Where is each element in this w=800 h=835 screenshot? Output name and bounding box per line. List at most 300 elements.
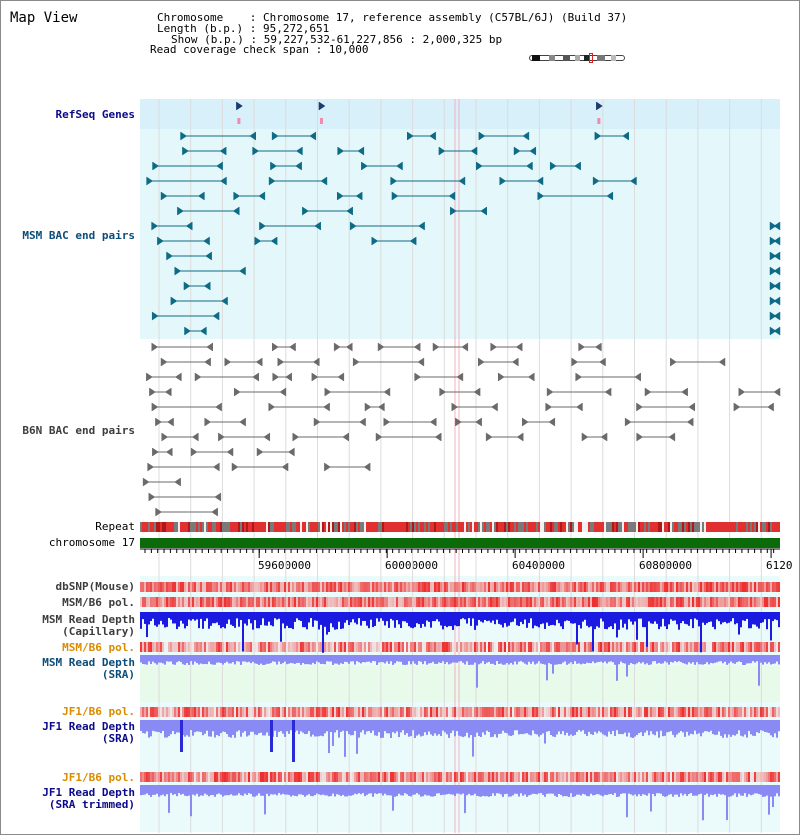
snp-density-cell <box>224 772 226 782</box>
msm-depth-sra-label[interactable]: MSM Read Depth <box>42 656 135 669</box>
snp-density-cell <box>298 772 300 782</box>
snp-density-cell <box>450 597 452 607</box>
read-depth-bar <box>582 720 584 730</box>
snp-density-cell <box>584 772 586 782</box>
repeat-segment <box>250 522 252 532</box>
snp-density-cell <box>464 582 466 592</box>
read-depth-bar <box>496 720 498 738</box>
snp-density-cell <box>304 707 306 717</box>
snp-density-cell <box>154 772 156 782</box>
b6n-bac-pair-end <box>166 448 172 456</box>
snp-density-cell <box>628 582 630 592</box>
read-depth-bar <box>334 655 336 663</box>
read-depth-bar <box>492 655 494 664</box>
read-depth-bar <box>152 612 154 619</box>
read-depth-bar <box>462 785 464 794</box>
snp-density-cell <box>614 642 616 652</box>
read-depth-bar <box>548 612 550 626</box>
read-depth-bar <box>660 655 662 664</box>
snp-density-cell <box>764 582 766 592</box>
snp-density-cell <box>554 582 556 592</box>
snp-density-cell <box>574 707 576 717</box>
snp-density-cell <box>746 772 748 782</box>
snp-density-cell <box>670 582 672 592</box>
read-depth-bar <box>568 785 570 797</box>
read-depth-bar <box>452 612 454 630</box>
snp-density-cell <box>204 642 206 652</box>
read-depth-bar <box>358 612 360 618</box>
read-depth-bar <box>560 720 562 734</box>
snp-density-cell <box>764 707 766 717</box>
snp-density-cell <box>470 582 472 592</box>
snp-density-cell <box>728 707 730 717</box>
b6n-bac-pair-end <box>293 433 299 441</box>
snp-density-cell <box>158 772 160 782</box>
repeat-segment <box>530 522 532 532</box>
snp-density-cell <box>526 597 528 607</box>
read-depth-bar <box>550 720 552 735</box>
read-depth-bar <box>576 720 578 732</box>
read-depth-bar <box>622 612 624 628</box>
read-depth-bar <box>494 785 496 796</box>
read-depth-bar <box>236 720 238 732</box>
read-depth-bar <box>426 655 428 665</box>
snp-density-cell <box>244 642 246 652</box>
read-depth-bar <box>626 612 628 630</box>
read-depth-bar <box>570 720 572 735</box>
read-depth-bar <box>486 655 488 663</box>
snp-density-cell <box>742 582 744 592</box>
snp-density-cell <box>444 707 446 717</box>
snp-density-cell <box>694 772 696 782</box>
read-depth-bar <box>692 655 694 662</box>
read-depth-bar <box>186 612 188 626</box>
snp-density-cell <box>368 772 370 782</box>
snp-density-cell <box>384 597 386 607</box>
read-depth-bar <box>526 612 528 628</box>
snp-density-cell <box>154 597 156 607</box>
snp-density-cell <box>228 707 230 717</box>
snp-density-cell <box>404 582 406 592</box>
read-depth-bar <box>488 720 490 732</box>
snp-density-cell <box>312 597 314 607</box>
snp-density-cell <box>724 597 726 607</box>
b6n-bac-pair-end <box>290 343 296 351</box>
read-depth-bar <box>166 655 168 661</box>
snp-density-cell <box>496 772 498 782</box>
snp-density-cell <box>776 772 778 782</box>
read-depth-bar <box>178 612 180 627</box>
read-depth-bar <box>276 612 278 620</box>
read-depth-bar <box>318 720 320 736</box>
snp-density-cell <box>166 597 168 607</box>
read-depth-bar <box>674 612 676 620</box>
snp-density-cell <box>378 707 380 717</box>
read-depth-bar <box>558 612 560 623</box>
b6n-bac-pair-end <box>205 358 211 366</box>
snp-density-cell <box>566 642 568 652</box>
snp-density-cell <box>322 582 324 592</box>
read-depth-bar <box>234 785 236 796</box>
snp-density-cell <box>570 707 572 717</box>
read-depth-bar <box>486 785 488 796</box>
read-depth-bar <box>552 655 554 674</box>
read-depth-bar <box>536 655 538 664</box>
jf1-b6-pol-trim-label[interactable]: JF1/B6 pol. <box>62 771 135 784</box>
snp-density-cell <box>668 707 670 717</box>
snp-density-cell <box>686 642 688 652</box>
read-depth-bar <box>640 785 642 796</box>
b6n-bac-label[interactable]: B6N BAC end pairs <box>22 424 135 437</box>
read-depth-bar <box>236 655 238 661</box>
snp-density-cell <box>586 582 588 592</box>
repeat-segment <box>262 522 264 532</box>
snp-density-cell <box>720 597 722 607</box>
read-depth-bar <box>416 612 418 623</box>
read-depth-bar <box>354 612 356 623</box>
snp-density-cell <box>224 707 226 717</box>
snp-density-cell <box>202 707 204 717</box>
repeat-segment <box>646 522 648 532</box>
read-depth-bar <box>632 785 634 795</box>
chromosome-bar <box>140 538 780 548</box>
read-depth-bar <box>472 655 474 665</box>
snp-density-cell <box>282 772 284 782</box>
read-depth-bar <box>602 612 604 621</box>
read-depth-bar <box>192 655 194 665</box>
snp-density-cell <box>528 597 530 607</box>
read-depth-bar <box>320 612 322 625</box>
snp-density-cell <box>552 597 554 607</box>
snp-density-cell <box>232 772 234 782</box>
read-depth-bar <box>262 785 264 796</box>
snp-density-cell <box>422 582 424 592</box>
snp-density-cell <box>556 597 558 607</box>
snp-density-cell <box>466 642 468 652</box>
snp-density-cell <box>558 582 560 592</box>
read-depth-bar <box>596 655 598 662</box>
read-depth-bar <box>326 655 328 661</box>
read-depth-bar <box>354 720 356 731</box>
read-depth-bar <box>260 612 262 625</box>
read-depth-bar <box>326 785 328 795</box>
snp-density-cell <box>502 642 504 652</box>
snp-density-cell <box>272 707 274 717</box>
repeat-segment <box>742 522 744 532</box>
read-depth-bar <box>388 612 390 628</box>
msm-b6-pol-sra-label[interactable]: MSM/B6 pol. <box>62 641 135 654</box>
snp-density-cell <box>540 707 542 717</box>
snp-density-cell <box>290 597 292 607</box>
snp-density-cell <box>754 582 756 592</box>
jf1-depth-label[interactable]: JF1 Read Depth <box>42 720 135 733</box>
snp-density-cell <box>202 772 204 782</box>
read-depth-bar <box>178 785 180 793</box>
read-depth-bar <box>270 612 272 625</box>
snp-density-cell <box>690 772 692 782</box>
read-depth-bar <box>540 612 542 624</box>
read-depth-bar <box>590 785 592 794</box>
snp-density-cell <box>738 597 740 607</box>
read-depth-bar <box>280 612 282 642</box>
snp-density-cell <box>426 772 428 782</box>
read-depth-bar <box>216 655 218 663</box>
repeat-segment <box>630 522 632 532</box>
snp-density-cell <box>650 707 652 717</box>
read-depth-bar <box>422 785 424 796</box>
snp-density-cell <box>480 642 482 652</box>
snp-density-cell <box>482 597 484 607</box>
repeat-segment <box>216 522 218 532</box>
snp-density-cell <box>670 597 672 607</box>
read-depth-bar <box>198 655 200 665</box>
read-depth-bar <box>578 785 580 795</box>
dbsnp-label[interactable]: dbSNP(Mouse) <box>55 580 135 593</box>
snp-density-cell <box>174 597 176 607</box>
b6n-bac-pair-end <box>682 388 688 396</box>
read-depth-bar <box>374 720 376 735</box>
snp-density-cell <box>288 772 290 782</box>
snp-density-cell <box>276 582 278 592</box>
snp-density-cell <box>756 707 758 717</box>
snp-density-cell <box>222 642 224 652</box>
read-depth-bar <box>162 655 164 663</box>
read-depth-bar <box>436 785 438 793</box>
snp-density-cell <box>530 582 532 592</box>
snp-density-cell <box>766 642 768 652</box>
repeat-segment <box>142 522 144 532</box>
read-depth-bar <box>624 612 626 624</box>
snp-density-cell <box>722 582 724 592</box>
snp-density-cell <box>598 597 600 607</box>
snp-density-cell <box>162 642 164 652</box>
snp-density-cell <box>180 582 182 592</box>
snp-density-cell <box>566 597 568 607</box>
snp-density-cell <box>432 597 434 607</box>
snp-density-cell <box>408 582 410 592</box>
jf1-trim-depth-label[interactable]: JF1 Read Depth <box>42 786 135 799</box>
read-depth-bar <box>344 612 346 623</box>
snp-density-cell <box>302 707 304 717</box>
snp-density-cell <box>236 642 238 652</box>
msm-b6-pol-label[interactable]: MSM/B6 pol. <box>62 596 135 609</box>
repeat-segment <box>482 522 484 532</box>
snp-density-cell <box>290 707 292 717</box>
read-depth-bar <box>518 655 520 662</box>
read-depth-bar <box>142 720 144 733</box>
read-depth-bar <box>152 720 154 731</box>
read-depth-bar <box>164 720 166 738</box>
msm-depth-capillary-label[interactable]: MSM Read Depth <box>42 613 135 626</box>
read-depth-bar <box>442 785 444 795</box>
snp-density-cell <box>596 772 598 782</box>
snp-density-cell <box>516 707 518 717</box>
snp-density-cell <box>664 597 666 607</box>
read-depth-bar <box>286 612 288 626</box>
snp-density-cell <box>344 707 346 717</box>
read-depth-bar <box>726 655 728 665</box>
read-depth-bar <box>406 720 408 733</box>
snp-density-cell <box>778 772 780 782</box>
snp-density-cell <box>776 582 778 592</box>
snp-density-cell <box>432 772 434 782</box>
read-depth-bar <box>394 785 396 797</box>
read-depth-bar <box>736 720 738 734</box>
read-depth-bar <box>644 655 646 664</box>
read-depth-bar <box>508 655 510 664</box>
b6n-bac-pair-end <box>152 448 158 456</box>
read-depth-bar <box>236 785 238 795</box>
read-depth-bar <box>392 612 394 620</box>
read-depth-bar <box>476 612 478 626</box>
snp-density-cell <box>234 582 236 592</box>
snp-density-cell <box>152 582 154 592</box>
snp-density-cell <box>402 597 404 607</box>
snp-density-cell <box>356 597 358 607</box>
repeat-segment <box>438 522 440 532</box>
read-depth-bar <box>604 720 606 735</box>
read-depth-bar <box>240 612 242 620</box>
repeat-segment <box>394 522 396 532</box>
snp-density-cell <box>186 642 188 652</box>
snp-density-cell <box>578 642 580 652</box>
repeat-segment <box>714 522 716 532</box>
read-depth-bar <box>492 785 494 793</box>
snp-density-cell <box>256 772 258 782</box>
snp-density-cell <box>426 582 428 592</box>
read-depth-bar <box>658 785 660 793</box>
read-depth-bar <box>282 612 284 623</box>
snp-density-cell <box>672 642 674 652</box>
snp-density-cell <box>188 582 190 592</box>
snp-density-cell <box>220 642 222 652</box>
snp-density-cell <box>760 582 762 592</box>
snp-density-cell <box>494 772 496 782</box>
read-depth-bar <box>576 612 578 644</box>
b6n-bac-pair-end <box>152 343 158 351</box>
read-depth-bar <box>380 612 382 618</box>
repeat-segment <box>370 522 372 532</box>
read-depth-bar <box>170 785 172 793</box>
read-depth-bar <box>520 785 522 793</box>
b6n-bac-pair-end <box>474 388 480 396</box>
read-depth-bar <box>440 720 442 736</box>
snp-density-cell <box>532 597 534 607</box>
snp-density-cell <box>292 642 294 652</box>
repeat-segment <box>470 522 472 532</box>
repeat-segment <box>246 522 248 532</box>
snp-density-cell <box>258 772 260 782</box>
snp-density-cell <box>168 582 170 592</box>
repeat-segment <box>314 522 316 532</box>
snp-density-cell <box>742 772 744 782</box>
read-depth-bar <box>254 655 256 663</box>
read-depth-bar <box>594 785 596 795</box>
msm-bac-label[interactable]: MSM BAC end pairs <box>22 229 135 242</box>
read-depth-bar <box>412 612 414 628</box>
snp-density-cell <box>352 582 354 592</box>
snp-density-cell <box>266 597 268 607</box>
repeat-segment <box>450 522 452 532</box>
snp-density-cell <box>298 582 300 592</box>
snp-density-cell <box>650 597 652 607</box>
read-depth-bar <box>156 612 158 627</box>
read-depth-bar <box>528 785 530 795</box>
read-depth-bar <box>204 655 206 664</box>
snp-density-cell <box>314 772 316 782</box>
read-depth-bar <box>698 785 700 794</box>
snp-density-cell <box>162 707 164 717</box>
read-depth-bar <box>186 655 188 663</box>
read-depth-bar <box>374 612 376 626</box>
snp-density-cell <box>262 597 264 607</box>
snp-density-cell <box>690 642 692 652</box>
snp-density-cell <box>308 772 310 782</box>
snp-density-cell <box>436 597 438 607</box>
read-depth-bar <box>482 655 484 661</box>
read-depth-bar <box>720 720 722 736</box>
snp-density-cell <box>542 772 544 782</box>
read-depth-bar <box>220 612 222 628</box>
snp-density-cell <box>530 772 532 782</box>
snp-density-cell <box>760 772 762 782</box>
snp-density-cell <box>652 642 654 652</box>
read-depth-bar <box>158 655 160 662</box>
chromosome-info: Chromosome : Chromosome 17, reference assembly (C57BL/6J) (Build 37) <box>157 11 628 24</box>
snp-density-cell <box>286 597 288 607</box>
read-depth-bar <box>612 720 614 731</box>
snp-density-cell <box>382 642 384 652</box>
jf1-b6-pol-label[interactable]: JF1/B6 pol. <box>62 705 135 718</box>
snp-density-cell <box>472 642 474 652</box>
repeat-segment <box>322 522 324 532</box>
repeat-segment <box>316 522 318 532</box>
snp-density-cell <box>684 597 686 607</box>
b6n-bac-pair-end <box>384 418 390 426</box>
read-depth-bar <box>392 785 394 811</box>
repeat-segment <box>730 522 732 532</box>
read-depth-bar <box>416 720 418 736</box>
snp-density-cell <box>684 772 686 782</box>
read-depth-bar <box>296 612 298 618</box>
snp-density-cell <box>642 642 644 652</box>
read-depth-bar <box>322 785 324 795</box>
snp-density-cell <box>238 582 240 592</box>
read-depth-bar <box>236 612 238 618</box>
snp-density-cell <box>182 772 184 782</box>
snp-density-cell <box>444 597 446 607</box>
repeat-segment <box>660 522 662 532</box>
snp-density-cell <box>320 772 322 782</box>
repeat-segment <box>614 522 616 532</box>
repeat-segment <box>324 522 326 532</box>
repeat-segment <box>654 522 656 532</box>
read-depth-bar <box>662 655 664 663</box>
repeat-segment <box>150 522 152 532</box>
read-depth-bar <box>722 612 724 622</box>
refseq-genes-label[interactable]: RefSeq Genes <box>55 108 135 121</box>
snp-density-cell <box>518 707 520 717</box>
read-depth-bar <box>184 612 186 628</box>
snp-density-cell <box>574 772 576 782</box>
snp-density-cell <box>618 582 620 592</box>
snp-density-cell <box>312 642 314 652</box>
read-depth-bar <box>720 612 722 624</box>
snp-density-cell <box>144 582 146 592</box>
snp-density-cell <box>766 772 768 782</box>
snp-density-cell <box>486 642 488 652</box>
snp-density-cell <box>692 642 694 652</box>
